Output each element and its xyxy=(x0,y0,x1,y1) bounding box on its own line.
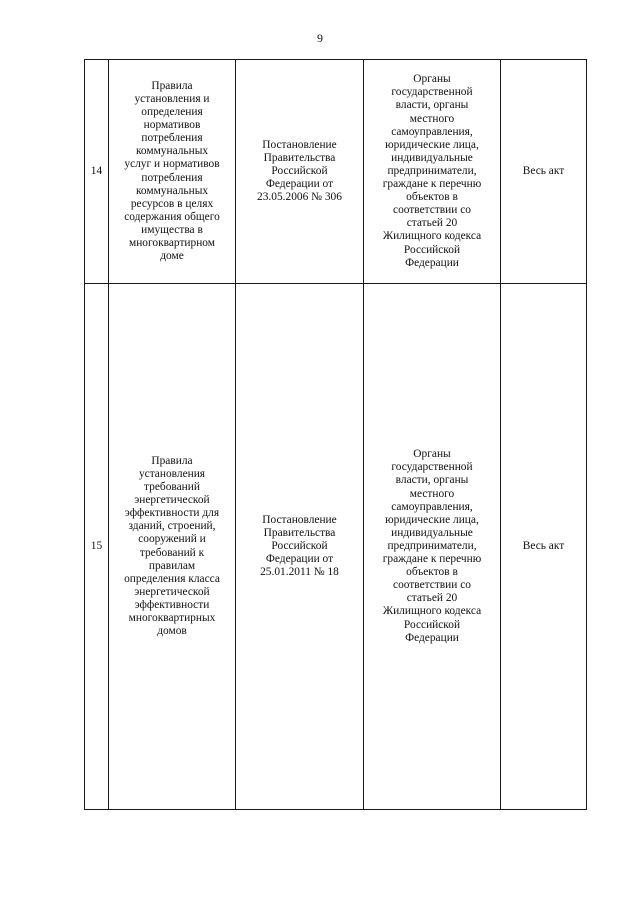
row-number-cell: 14 xyxy=(85,60,109,284)
table-row xyxy=(85,284,587,810)
act-name-cell: Правила установления и определения нормативов потребления коммунальных услуг и нормативов потребления коммунальных ресурсов в целях содержания общего имущества в многоквартирном доме xyxy=(109,60,236,284)
scope-cell: Весь акт xyxy=(501,60,587,284)
page-number: 9 xyxy=(317,31,323,45)
row-number-cell: 15 xyxy=(85,284,109,810)
act-reference-cell: Постановление Правительства Российской Федерации от 23.05.2006 № 306 xyxy=(236,60,364,284)
act-name-cell: Правила установления требований энергетической эффективности для зданий, строений, сооружений и требований к правилам определения класса энергетической эффективности многоквартирных домов xyxy=(109,284,236,810)
regulations-table xyxy=(84,59,587,810)
subjects-cell: Органы государственной власти, органы местного самоуправления, юридические лица, индивидуальные предприниматели, граждане к перечню объектов в соответствии со статьей 20 Жилищного кодекса Российской Федерации xyxy=(364,60,501,284)
table-row xyxy=(85,60,587,284)
subjects-cell: Органы государственной власти, органы местного самоуправления, юридические лица, индивидуальные предприниматели, граждане к перечню объектов в соответствии со статьей 20 Жилищного кодекса Российской Федерации xyxy=(364,284,501,810)
act-reference-cell: Постановление Правительства Российской Федерации от 25.01.2011 № 18 xyxy=(236,284,364,810)
scope-cell: Весь акт xyxy=(501,284,587,810)
